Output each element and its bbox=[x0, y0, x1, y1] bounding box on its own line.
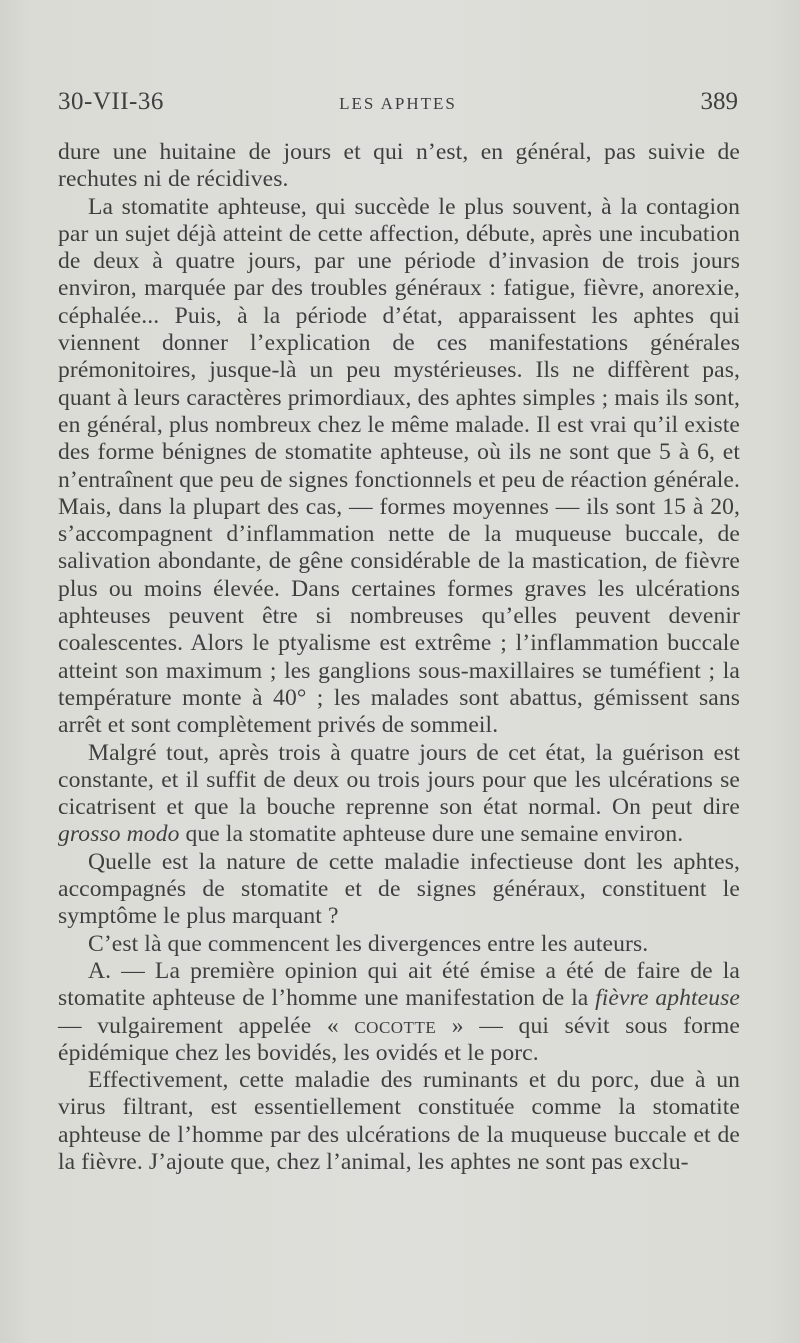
page-number: 389 bbox=[700, 88, 738, 115]
paragraph-6-text-middle: — vulgairement appelée « bbox=[58, 1012, 355, 1039]
paragraph-3-text-before: Malgré tout, après trois à quatre jours de cet état, la guérison est constante, et il suffit de deux ou trois jours pour que les ulcérations se cicatrisent et que la bouche reprenne son état normal. On peut dire bbox=[58, 739, 740, 821]
header-date: 30-VII-36 bbox=[58, 88, 164, 115]
running-header bbox=[58, 88, 738, 122]
paragraph-3-italic: grosso modo bbox=[58, 821, 180, 848]
paragraph-1: dure une huitaine de jours et qui n’est, en général, pas suivie de rechutes ni de récidives. bbox=[58, 139, 740, 193]
header-title: LES APHTES bbox=[339, 94, 457, 113]
paragraph-3 bbox=[58, 740, 740, 849]
paragraph-6-smallcaps: cocotte bbox=[354, 1012, 437, 1039]
paragraph-6-text-before: A. — La première opinion qui ait été émise a été de faire de la stomatite aphteuse de l’homme une manifestation de la bbox=[58, 957, 740, 1012]
paragraph-6 bbox=[58, 958, 740, 1067]
paragraph-3-text-after: que la stomatite aphteuse dure une semaine environ. bbox=[179, 821, 684, 848]
paragraph-6-italic: fièvre aphteuse bbox=[595, 985, 740, 1012]
paragraph-5: C’est là que commencent les divergences entre les auteurs. bbox=[88, 930, 649, 957]
paragraph-2: La stomatite aphteuse, qui succède le plus souvent, à la contagion par un sujet déjà atteint de cette affection, débute, après une incubation de deux à quatre jours, par une période d’invasion de trois jours environ, marquée par des troubles généraux : fatigue, fièvre, anorexie, céphalée... Puis, à la période d’état, apparaissent les aphtes qui viennent donner l’explication de ces manifestations générales prémonitoires, jusque-là un peu mystérieuses. Ils ne diffèrent pas, quant à leurs caractères primordiaux, des aphtes simples ; mais ils sont, en général, plus nombreux chez le même malade. Il est vrai qu’il existe des forme bénignes de stomatite aphteuse, où ils ne sont que 5 à 6, et n’entraînent que peu de signes fonctionnels et peu de réaction générale. Mais, dans la plupart des cas, — formes moyennes — ils sont 15 à 20, s’accompagnent d’inflammation nette de la muqueuse buccale, de salivation abondante, de gêne considérable de la mastication, de fièvre plus ou moins élevée. Dans certaines formes graves les ulcérations aphteuses peuvent être si nombreuses qu’elles peuvent devenir coalescentes. Alors le ptyalisme est extrême ; l’inflammation buccale atteint son maximum ; les ganglions sous-maxillaires se tuméfient ; la température monte à 40° ; les malades sont abattus, gémissent sans arrêt et sont complètement privés de sommeil. bbox=[58, 193, 740, 739]
paragraph-4: Quelle est la nature de cette maladie infectieuse dont les aphtes, accompagnés de stomatite et de signes généraux, constituent le symptôme le plus marquant ? bbox=[58, 848, 740, 930]
paragraph-7: Effectivement, cette maladie des ruminants et du porc, due à un virus filtrant, est essentiellement constituée comme la stomatite aphteuse de l’homme par des ulcérations de la muqueuse buccale et de la fièvre. J’ajoute que, chez l’animal, les aphtes ne sont pas exclu- bbox=[58, 1067, 740, 1175]
paragraph-6-text-after: » — qui sévit sous forme épidémique chez les bovidés, les ovidés et le porc. bbox=[58, 1012, 740, 1066]
body-text bbox=[58, 139, 740, 1176]
